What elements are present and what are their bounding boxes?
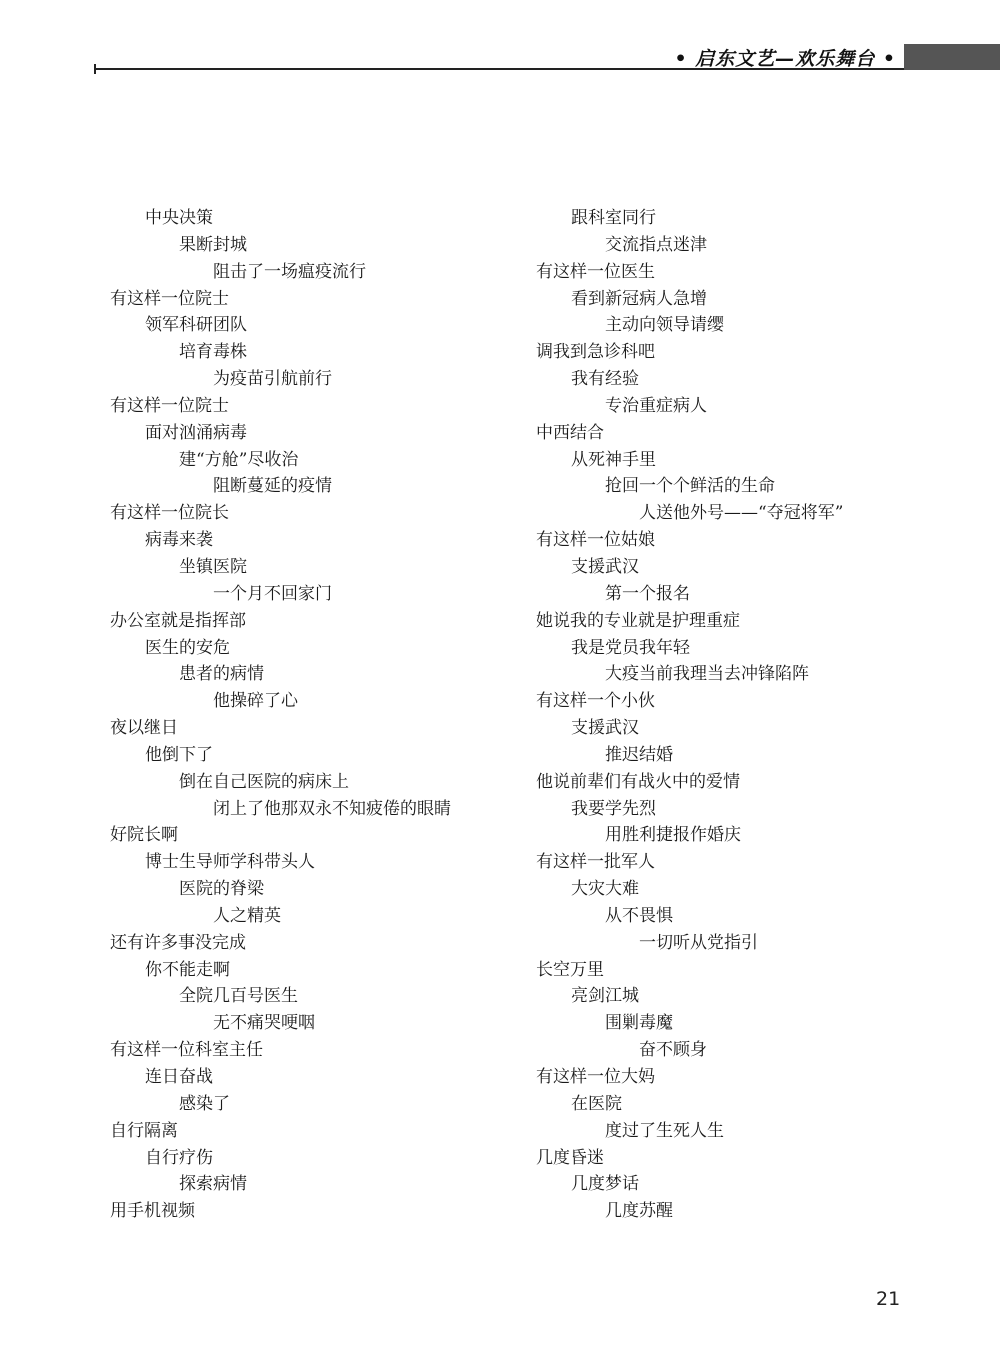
poem-line: 坐镇医院: [179, 556, 247, 577]
poem-line: 长空万里: [536, 959, 604, 980]
poem-line: 博士生导师学科带头人: [145, 852, 315, 873]
poem-line: 大疫当前我理当去冲锋陷阵: [605, 664, 809, 685]
poem-line: 我要学先烈: [571, 798, 656, 819]
poem-line: 专治重症病人: [605, 395, 707, 416]
poem-line: 有这样一位院长: [110, 503, 229, 524]
poem-line: 有这样一位院士: [110, 288, 229, 309]
poem-line: 面对汹涌病毒: [145, 422, 247, 443]
poem-line: 夜以继日: [110, 718, 178, 739]
poem-line: 中央决策: [145, 208, 213, 228]
poem-line: 为疫苗引航前行: [213, 369, 332, 390]
poem-line: 还有许多事没完成: [110, 932, 246, 953]
poem-line: 奋不顾身: [639, 1040, 707, 1061]
poem-line: 看到新冠病人急增: [571, 288, 707, 309]
poem-line: 一个月不回家门: [213, 583, 332, 604]
poem-line: 有这样一批军人: [536, 852, 655, 873]
poem-line: 病毒来袭: [145, 530, 213, 551]
poem-line: 他说前辈们有战火中的爱情: [536, 771, 740, 792]
poem-line: 果断封城: [179, 234, 247, 255]
poem-line: 一切听从党指引: [639, 932, 758, 953]
poem-line: 围剿毒魔: [605, 1013, 673, 1034]
poem-line: 几度昏迷: [536, 1147, 604, 1168]
poem-line: 阻断蔓延的疫情: [213, 476, 332, 497]
poem-line: 阻击了一场瘟疫流行: [213, 261, 366, 282]
poem-line: 用手机视频: [110, 1201, 195, 1222]
poem-line: 好院长啊: [110, 825, 178, 846]
running-header-title: • 启东文艺—欢乐舞台 •: [674, 48, 896, 70]
poem-line: 中西结合: [536, 422, 604, 443]
poem-line: 她说我的专业就是护理重症: [536, 610, 740, 631]
poem-line: 感染了: [179, 1093, 230, 1114]
poem-line: 交流指点迷津: [605, 234, 707, 255]
poem-line: 我是党员我年轻: [571, 637, 690, 658]
poem-line: 几度梦话: [571, 1174, 639, 1195]
poem-line: 闭上了他那双永不知疲倦的眼睛: [213, 798, 451, 819]
poem-line: 有这样一位大妈: [536, 1067, 655, 1087]
poem-line: 倒在自己医院的病床上: [179, 771, 349, 792]
poem-line: 无不痛哭哽咽: [213, 1013, 315, 1034]
poem-line: 自行隔离: [110, 1120, 178, 1141]
page-number: 21: [876, 1288, 901, 1310]
poem-line: 亮剑江城: [571, 986, 639, 1007]
poem-line: 支援武汉: [571, 556, 639, 577]
poem-line: 医院的脊梁: [179, 879, 264, 900]
poem-line: 自行疗伤: [145, 1147, 213, 1168]
poem-line: 有这样一位院士: [110, 395, 229, 416]
poem-line: 在医院: [571, 1093, 622, 1114]
poem-line: 抢回一个个鲜活的生命: [605, 476, 775, 497]
poem-line: 患者的病情: [179, 664, 264, 685]
poem-column-left: [110, 205, 451, 1225]
poem-line: 度过了生死人生: [605, 1120, 724, 1141]
poem-line: 调我到急诊科吧: [536, 342, 655, 363]
poem-line: 领军科研团队: [145, 315, 247, 336]
poem-line: 支援武汉: [571, 718, 639, 739]
poem-line: 连日奋战: [145, 1067, 213, 1087]
poem-line: 人送他外号——“夺冠将军”: [639, 503, 844, 524]
poem-line: 主动向领导请缨: [605, 315, 724, 336]
poem-line: 有这样一个小伙: [536, 691, 655, 712]
poem-line: 探索病情: [179, 1174, 247, 1195]
poem-line: 全院几百号医生: [179, 986, 298, 1007]
poem-line: 从不畏惧: [605, 905, 673, 926]
poem-line: 人之精英: [213, 905, 281, 926]
poem-line: 建“方舱”尽收治: [179, 449, 299, 470]
header-gray-block: [904, 44, 1000, 70]
poem-line: 他倒下了: [145, 744, 213, 765]
poem-line: 医生的安危: [145, 637, 230, 658]
poem-line: 推迟结婚: [605, 744, 673, 765]
poem-line: 跟科室同行: [571, 208, 656, 228]
poem-line: 大灾大难: [571, 879, 639, 900]
poem-column-right: [536, 205, 843, 1225]
poem-line: 他操碎了心: [213, 691, 298, 712]
poem-line: 我有经验: [571, 369, 639, 390]
poem-line: 几度苏醒: [605, 1201, 673, 1222]
poem-line: 培育毒株: [179, 342, 247, 363]
poem-line: 有这样一位科室主任: [110, 1040, 263, 1061]
poem-line: 办公室就是指挥部: [110, 610, 246, 631]
poem-line: 有这样一位姑娘: [536, 530, 655, 551]
poem-line: 用胜利捷报作婚庆: [605, 825, 741, 846]
poem-line: 第一个报名: [605, 583, 690, 604]
poem-line: 你不能走啊: [145, 959, 230, 980]
poem-line: 有这样一位医生: [536, 261, 655, 282]
poem-line: 从死神手里: [571, 449, 656, 470]
